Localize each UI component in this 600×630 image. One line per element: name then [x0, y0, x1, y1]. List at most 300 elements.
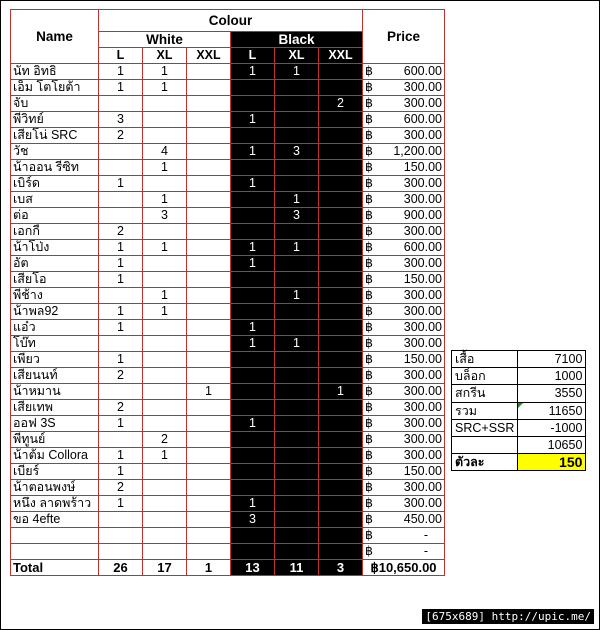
qty-wxxl — [187, 272, 231, 288]
qty-bxl — [275, 128, 319, 144]
qty-bxl: 3 — [275, 208, 319, 224]
qty-wl — [99, 144, 143, 160]
qty-bxxl — [319, 272, 363, 288]
summary-label: บล็อก — [452, 368, 518, 385]
qty-wxl — [143, 128, 187, 144]
table-row — [11, 416, 445, 432]
price-cell — [363, 416, 445, 432]
qty-bxl — [275, 496, 319, 512]
qty-wxxl — [187, 176, 231, 192]
summary-row — [452, 436, 586, 453]
qty-bxxl: 1 — [319, 384, 363, 400]
price-cell — [363, 544, 445, 560]
summary-label: SRC+SSR — [452, 419, 518, 436]
qty-wxxl — [187, 320, 231, 336]
price-amount: - — [423, 544, 428, 558]
table-row — [11, 112, 445, 128]
baht-symbol: ฿ — [365, 464, 373, 478]
customer-name: น้าออน รีซิท — [11, 160, 99, 176]
qty-bxl — [275, 352, 319, 368]
qty-bxxl — [319, 144, 363, 160]
qty-wxl — [143, 544, 187, 560]
qty-wl — [99, 384, 143, 400]
customer-name: ขอ 4efte — [11, 512, 99, 528]
qty-wxl: 1 — [143, 240, 187, 256]
qty-bxl: 1 — [275, 288, 319, 304]
price-cell — [363, 192, 445, 208]
price-amount: 300.00 — [403, 192, 442, 206]
size-header-black-xl: XL — [275, 48, 319, 64]
qty-bxl — [275, 256, 319, 272]
qty-wxl — [143, 352, 187, 368]
qty-wl: 1 — [99, 80, 143, 96]
price-cell — [363, 272, 445, 288]
qty-bxl — [275, 416, 319, 432]
qty-wl — [99, 432, 143, 448]
customer-name: เสี่ยโน่ SRC — [11, 128, 99, 144]
qty-wxl — [143, 176, 187, 192]
qty-wl — [99, 288, 143, 304]
qty-wxxl — [187, 352, 231, 368]
baht-symbol: ฿ — [365, 304, 373, 318]
qty-wl — [99, 528, 143, 544]
qty-bxxl — [319, 496, 363, 512]
summary-label: ตัวละ — [452, 454, 518, 471]
summary-value: -1000 — [518, 419, 586, 436]
qty-bxl — [275, 512, 319, 528]
table-row — [11, 384, 445, 400]
qty-bxxl — [319, 320, 363, 336]
baht-symbol: ฿ — [365, 336, 373, 350]
qty-bxl — [275, 160, 319, 176]
qty-wl — [99, 192, 143, 208]
qty-bl — [231, 432, 275, 448]
baht-symbol: ฿ — [365, 528, 373, 542]
table-row — [11, 368, 445, 384]
price-cell — [363, 80, 445, 96]
customer-name: ออฟ 3S — [11, 416, 99, 432]
qty-bxl — [275, 368, 319, 384]
price-cell — [363, 96, 445, 112]
price-amount: 900.00 — [403, 208, 442, 222]
qty-wl: 3 — [99, 112, 143, 128]
order-table — [10, 9, 445, 576]
table-row — [11, 448, 445, 464]
qty-bl — [231, 192, 275, 208]
qty-bxl — [275, 544, 319, 560]
colour-header: Colour — [99, 10, 363, 32]
qty-bl — [231, 80, 275, 96]
table-row — [11, 224, 445, 240]
qty-wl: 1 — [99, 304, 143, 320]
qty-bl: 1 — [231, 176, 275, 192]
qty-wxl — [143, 384, 187, 400]
qty-bxl — [275, 320, 319, 336]
qty-bxxl — [319, 176, 363, 192]
qty-bxl — [275, 528, 319, 544]
qty-bl: 1 — [231, 320, 275, 336]
qty-bl — [231, 160, 275, 176]
price-cell — [363, 288, 445, 304]
qty-wl — [99, 512, 143, 528]
qty-bxl: 1 — [275, 64, 319, 80]
baht-symbol: ฿ — [365, 544, 373, 558]
qty-wxxl — [187, 112, 231, 128]
qty-bxl — [275, 384, 319, 400]
price-cell — [363, 432, 445, 448]
summary-row — [452, 419, 586, 436]
table-row — [11, 480, 445, 496]
qty-wxl — [143, 496, 187, 512]
customer-name: น้าโป่ง — [11, 240, 99, 256]
name-header: Name — [11, 10, 99, 64]
qty-bxxl — [319, 224, 363, 240]
baht-symbol: ฿ — [365, 400, 373, 414]
per-piece-value: 150 — [518, 454, 586, 471]
qty-wl: 1 — [99, 240, 143, 256]
qty-bxxl — [319, 128, 363, 144]
baht-symbol: ฿ — [365, 144, 373, 158]
qty-wxl: 1 — [143, 64, 187, 80]
customer-name: น้าพล92 — [11, 304, 99, 320]
price-amount: 600.00 — [403, 240, 442, 254]
qty-wxl — [143, 112, 187, 128]
qty-wxl — [143, 416, 187, 432]
qty-bl — [231, 128, 275, 144]
qty-bl: 1 — [231, 240, 275, 256]
customer-name: นัท อิทธิ — [11, 64, 99, 80]
table-row — [11, 160, 445, 176]
price-amount: 300.00 — [403, 368, 442, 382]
price-amount: - — [423, 528, 428, 542]
qty-bl — [231, 464, 275, 480]
qty-wxl: 1 — [143, 80, 187, 96]
summary-row — [452, 368, 586, 385]
qty-bl — [231, 528, 275, 544]
qty-wxxl — [187, 416, 231, 432]
table-row — [11, 192, 445, 208]
qty-wxl — [143, 368, 187, 384]
customer-name — [11, 544, 99, 560]
price-amount: 150.00 — [403, 160, 442, 174]
customer-name: เสี่ยโอ — [11, 272, 99, 288]
table-row — [11, 64, 445, 80]
total-label: Total — [11, 560, 99, 576]
qty-wxxl — [187, 512, 231, 528]
qty-wxl — [143, 336, 187, 352]
qty-wl: 2 — [99, 224, 143, 240]
price-cell — [363, 528, 445, 544]
summary-value: 3550 — [518, 385, 586, 402]
qty-bxl — [275, 80, 319, 96]
table-row — [11, 208, 445, 224]
table-row — [11, 432, 445, 448]
qty-bl — [231, 480, 275, 496]
qty-bl: 1 — [231, 112, 275, 128]
price-amount: 150.00 — [403, 352, 442, 366]
qty-bl — [231, 368, 275, 384]
qty-wxxl — [187, 80, 231, 96]
qty-bxxl — [319, 480, 363, 496]
price-amount: 150.00 — [403, 464, 442, 478]
qty-wxxl — [187, 304, 231, 320]
size-header-black-xxl: XXL — [319, 48, 363, 64]
qty-bxxl — [319, 512, 363, 528]
customer-name: เบียร์ — [11, 464, 99, 480]
baht-symbol: ฿ — [365, 128, 373, 142]
baht-symbol: ฿ — [365, 496, 373, 510]
summary-label — [452, 436, 518, 453]
qty-bxxl — [319, 448, 363, 464]
image-host-footer: [675x689] http://upic.me/ — [422, 609, 594, 624]
qty-wxxl — [187, 288, 231, 304]
qty-wxxl — [187, 496, 231, 512]
qty-bl: 1 — [231, 144, 275, 160]
customer-name: อัต — [11, 256, 99, 272]
qty-bl: 1 — [231, 256, 275, 272]
price-cell — [363, 240, 445, 256]
qty-wl: 1 — [99, 256, 143, 272]
customer-name: เพียว — [11, 352, 99, 368]
price-header: Price — [363, 10, 445, 64]
total-white-l: 26 — [99, 560, 143, 576]
qty-bxxl — [319, 336, 363, 352]
qty-bxxl — [319, 64, 363, 80]
customer-name: เบิร์ด — [11, 176, 99, 192]
baht-symbol: ฿ — [365, 96, 373, 110]
qty-wxl — [143, 512, 187, 528]
total-row — [11, 560, 445, 576]
total-white-xxl: 1 — [187, 560, 231, 576]
qty-wl: 1 — [99, 496, 143, 512]
baht-symbol: ฿ — [365, 112, 373, 126]
qty-bxxl — [319, 240, 363, 256]
qty-wxl — [143, 400, 187, 416]
qty-wl — [99, 160, 143, 176]
qty-wl — [99, 96, 143, 112]
qty-bxl — [275, 432, 319, 448]
price-cell — [363, 112, 445, 128]
customer-name: น้าต้ม Collora — [11, 448, 99, 464]
qty-bl — [231, 304, 275, 320]
qty-wxxl — [187, 336, 231, 352]
qty-wl: 1 — [99, 64, 143, 80]
qty-bl — [231, 448, 275, 464]
table-row — [11, 144, 445, 160]
baht-symbol: ฿ — [365, 256, 373, 270]
table-row — [11, 176, 445, 192]
qty-wxxl — [187, 192, 231, 208]
table-row — [11, 336, 445, 352]
table-row — [11, 272, 445, 288]
qty-wxl: 1 — [143, 448, 187, 464]
qty-wl: 1 — [99, 176, 143, 192]
price-amount: 450.00 — [403, 512, 442, 526]
qty-bxxl — [319, 432, 363, 448]
qty-bxxl — [319, 416, 363, 432]
customer-name — [11, 528, 99, 544]
qty-bxl: 1 — [275, 336, 319, 352]
qty-wl: 1 — [99, 416, 143, 432]
price-cell — [363, 368, 445, 384]
qty-bl — [231, 96, 275, 112]
qty-wxxl — [187, 400, 231, 416]
size-header-black-l: L — [231, 48, 275, 64]
customer-name: พี่วิทย์ — [11, 112, 99, 128]
price-amount: 300.00 — [403, 128, 442, 142]
price-cell — [363, 144, 445, 160]
price-amount: 300.00 — [403, 480, 442, 494]
baht-symbol: ฿ — [365, 80, 373, 94]
qty-wl: 1 — [99, 272, 143, 288]
baht-symbol: ฿ — [365, 384, 373, 398]
qty-wl: 1 — [99, 320, 143, 336]
price-cell — [363, 208, 445, 224]
qty-bl — [231, 288, 275, 304]
baht-symbol: ฿ — [365, 240, 373, 254]
qty-bl: 1 — [231, 416, 275, 432]
qty-bl — [231, 544, 275, 560]
price-amount: 300.00 — [403, 288, 442, 302]
qty-bxxl — [319, 528, 363, 544]
baht-symbol: ฿ — [365, 288, 373, 302]
table-row — [11, 528, 445, 544]
qty-bl — [231, 208, 275, 224]
qty-bxxl — [319, 160, 363, 176]
price-cell — [363, 304, 445, 320]
qty-wxl — [143, 256, 187, 272]
summary-row — [452, 402, 586, 419]
qty-wxxl — [187, 464, 231, 480]
qty-bxl — [275, 176, 319, 192]
table-row — [11, 544, 445, 560]
qty-bxl — [275, 400, 319, 416]
qty-wxl — [143, 96, 187, 112]
qty-bxl — [275, 304, 319, 320]
qty-bxl: 1 — [275, 240, 319, 256]
price-cell — [363, 224, 445, 240]
qty-wxl — [143, 464, 187, 480]
table-row — [11, 304, 445, 320]
table-row — [11, 464, 445, 480]
baht-symbol: ฿ — [365, 208, 373, 222]
qty-wxxl — [187, 224, 231, 240]
summary-row — [452, 385, 586, 402]
qty-wxl: 2 — [143, 432, 187, 448]
qty-wxl — [143, 528, 187, 544]
customer-name: เอ็ม โตโยต้า — [11, 80, 99, 96]
baht-symbol: ฿ — [365, 192, 373, 206]
price-cell — [363, 480, 445, 496]
table-row — [11, 80, 445, 96]
customer-name: แอ๋ว — [11, 320, 99, 336]
qty-wxxl — [187, 544, 231, 560]
customer-name: น้าหมาน — [11, 384, 99, 400]
summary-label: รวม — [452, 402, 518, 419]
qty-wl: 2 — [99, 128, 143, 144]
baht-symbol: ฿ — [365, 432, 373, 446]
qty-bxxl — [319, 464, 363, 480]
qty-wxxl — [187, 64, 231, 80]
qty-wxl: 3 — [143, 208, 187, 224]
price-cell — [363, 448, 445, 464]
table-row — [11, 496, 445, 512]
qty-wxxl — [187, 144, 231, 160]
price-amount: 300.00 — [403, 96, 442, 110]
price-amount: 300.00 — [403, 384, 442, 398]
qty-wxxl — [187, 448, 231, 464]
qty-bxxl — [319, 368, 363, 384]
customer-name: ต่อ — [11, 208, 99, 224]
price-amount: 300.00 — [403, 176, 442, 190]
summary-value: 1000 — [518, 368, 586, 385]
qty-wl: 2 — [99, 368, 143, 384]
qty-bxxl: 2 — [319, 96, 363, 112]
order-rows — [11, 64, 445, 560]
qty-wl — [99, 336, 143, 352]
qty-wxxl — [187, 128, 231, 144]
qty-wxl: 1 — [143, 288, 187, 304]
price-cell — [363, 160, 445, 176]
qty-bxl — [275, 224, 319, 240]
customer-name: เอกกี้ — [11, 224, 99, 240]
qty-bl — [231, 400, 275, 416]
price-cell — [363, 256, 445, 272]
qty-bxxl — [319, 288, 363, 304]
price-amount: 300.00 — [403, 336, 442, 350]
price-amount: 300.00 — [403, 400, 442, 414]
qty-bl — [231, 384, 275, 400]
total-price: ฿10,650.00 — [363, 560, 445, 576]
price-amount: 300.00 — [403, 80, 442, 94]
table-row — [11, 288, 445, 304]
baht-symbol: ฿ — [365, 368, 373, 382]
customer-name: พี่ช้าง — [11, 288, 99, 304]
black-header: Black — [231, 32, 363, 48]
price-amount: 300.00 — [403, 304, 442, 318]
qty-bxl — [275, 448, 319, 464]
total-white-xl: 17 — [143, 560, 187, 576]
qty-bxxl — [319, 80, 363, 96]
price-amount: 300.00 — [403, 432, 442, 446]
qty-bxxl — [319, 400, 363, 416]
qty-bl — [231, 224, 275, 240]
table-row — [11, 96, 445, 112]
qty-bxl — [275, 480, 319, 496]
total-black-xl: 11 — [275, 560, 319, 576]
customer-name: เบส — [11, 192, 99, 208]
price-amount: 300.00 — [403, 320, 442, 334]
price-cell — [363, 400, 445, 416]
baht-symbol: ฿ — [365, 160, 373, 174]
qty-bxxl — [319, 304, 363, 320]
qty-wxxl — [187, 368, 231, 384]
baht-symbol: ฿ — [365, 480, 373, 494]
price-amount: 300.00 — [403, 416, 442, 430]
total-black-l: 13 — [231, 560, 275, 576]
qty-wxxl — [187, 432, 231, 448]
qty-wl: 2 — [99, 480, 143, 496]
summary-row — [452, 351, 586, 368]
summary-label: เสื้อ — [452, 351, 518, 368]
baht-symbol: ฿ — [365, 448, 373, 462]
price-amount: 600.00 — [403, 64, 442, 78]
qty-bxl — [275, 112, 319, 128]
qty-bl — [231, 272, 275, 288]
summary-row-per-piece — [452, 454, 586, 471]
qty-bxl — [275, 464, 319, 480]
qty-wl — [99, 208, 143, 224]
